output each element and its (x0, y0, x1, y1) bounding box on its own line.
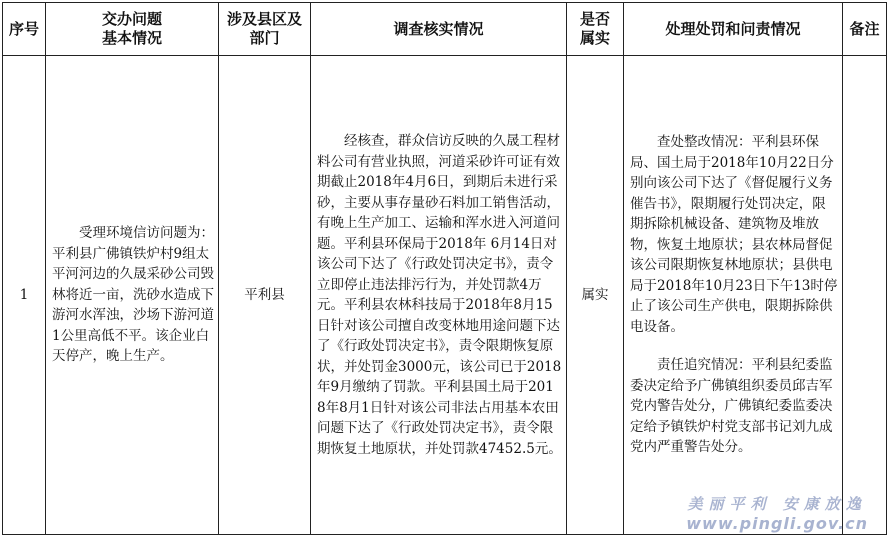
investigation-text: 经核查，群众信访反映的久晟工程材料公司有营业执照，河道采砂许可证有效期截止2018年4月6日，到期后未进行采砂，主要从事存量砂石料加工销售活动，有晚上生产加工、运输和浑水进入河道问题。平利县环保局于2018年 6月14日对该公司下达了《行政处罚决定书》，责令立即停止违法排污行为，并处罚款4万元。平利县农林科技局于2018年8月15日针对该公司擅自改变林地用途问题下达了《行政处罚决定书》，责令限期恢复原状，并处罚金3000元，该公司已于2018年9月缴纳了罚款。平利县国土局于2018年8月1日针对该公司非法占用基本农田问题下达了《行政处罚决定书》，责令限期恢复土地原状，并处罚款47452.5元。 (317, 133, 562, 457)
header-county: 涉及县区及 部门 (219, 3, 311, 56)
supervision-table (2, 2, 887, 535)
table-row (3, 56, 887, 535)
issue-text: 受理环境信访问题为：平利县广佛镇铁炉村9组太平河河边的久晟采砂公司毁林将近一亩，洗砂水造成下游河水浑浊，沙场下游河道1公里高低不平。该企业白天停产，晚上生产。 (52, 225, 214, 365)
header-row (3, 3, 887, 56)
cell-county: 平利县 (219, 56, 311, 535)
header-remark: 备注 (843, 3, 887, 56)
cell-verified: 属实 (567, 56, 624, 535)
cell-investigation (311, 56, 567, 535)
header-investigation: 调查核实情况 (311, 3, 567, 56)
cell-handling (624, 56, 843, 535)
cell-remark (843, 56, 887, 535)
cell-seq: 1 (3, 56, 46, 535)
cell-issue (46, 56, 219, 535)
header-handling: 处理处罚和问责情况 (624, 3, 843, 56)
header-verified: 是否 属实 (567, 3, 624, 56)
header-seq: 序号 (3, 3, 46, 56)
watermark-url: www.pingli.gov.cn (686, 514, 868, 533)
watermark-text: 美丽平利 安康放逸 (687, 495, 867, 513)
handling-rectification-text: 查处整改情况：平利县环保局、国土局于2018年10月22日分别向该公司下达了《督促履行义务催告书》，限期履行处罚决定，限期拆除机械设备、建筑物及堆放物，恢复土地原状；县农林局督促该公司限期恢复林地原状；县供电局于2018年10月23日下午13时停止了该公司生产供电，限期拆除供电设备。 (630, 134, 838, 335)
handling-accountability-text: 责任追究情况：平利县纪委监委决定给予广佛镇组织委员邱吉军党内警告处分，广佛镇纪委监委决定给予镇铁炉村党支部书记刘九成党内严重警告处分。 (630, 357, 833, 456)
header-issue: 交办问题 基本情况 (46, 3, 219, 56)
